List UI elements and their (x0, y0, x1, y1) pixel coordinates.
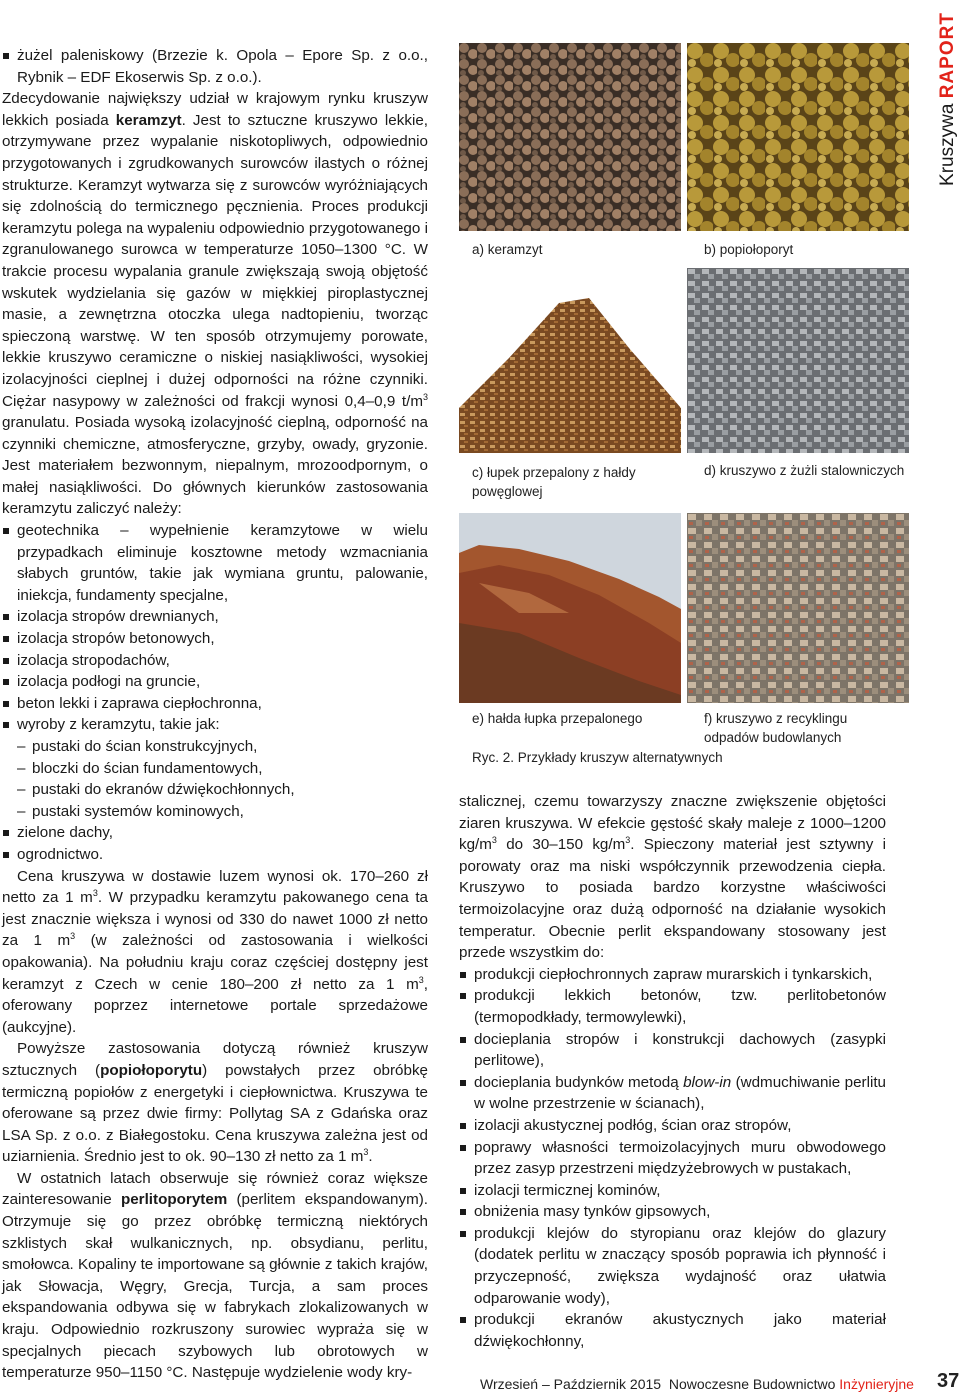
list-item: obniżenia masy tynków gipsowych, (459, 1201, 886, 1223)
figure-title: Ryc. 2. Przykłady kruszyw alternatywnych (472, 750, 723, 765)
list-item: ogrodnictwo. (2, 844, 428, 866)
photo-keramzyt (459, 43, 681, 231)
paragraph-popioloporyt: Powyższe zastosowania dotyczą również kruszyw sztucznych (popiołoporytu) powstałych przez obróbkę termiczną popiołów z energetyki i ciepłownictwa. Kruszywa te oferowane są przez dwie firmy: Pollytag SA z Gdańska oraz LSA Sp. z o.o. z Białegostoku. Cena kruszywa zależna jest od uziarnienia. Średnio jest to ok. 90–130 zł netto za 1 $m^3$. (2, 1040, 428, 1166)
sub-list-item: – pustaki do ekranów dźwiękochłonnych, (2, 779, 428, 801)
list-item: docieplania budynków metodą blow-in (wdmuchiwanie perlitu w wolne przestrzenie w ścianach), (459, 1072, 886, 1115)
caption-b: b) popiołoporyt (704, 242, 794, 257)
paragraph-keramzyt: Zdecydowanie największy udział w krajowym rynku kruszyw lekkich posiada keramzyt. Jest to sztuczne kruszywo lekkie, otrzymywane przez wypalanie niskotopliwych, odpowiednio przygotowanych i zgrudkowanych surowców ilastych o różnej strukturze. Keramzyt wytwarza się z surowców wyróżniających się zdolnością do termicznego pęcznienia. Proces produkcji keramzytu polega na wypaleniu odpowiednio przygotowanego i zgranulowanego surowca w temperaturze 1050–1300 °C. W trakcie procesu wypalania granule zwiększają swoją objętość wskutek wydzielania się gazów w miękkiej piroplastycznej masie, a zewnętrzna otoczka ulega nadtopieniu, tworząc spieczoną warstwę. W ten sposób otrzymujemy porowate, lekkie kruszywo ceramiczne o niskiej nasiąkliwości, wysokiej izolacyjności cieplnej i dużej odporności na różne czynniki. Ciężar nasypowy w zależności od frakcji wynosi 0,4–0,9 $t/m^3$ granulatu. Posiada wysoką izolacyjność cieplną, odporność na czynniki chemiczne, atmosferyczne, grzyby, owady, gryzonie. Jest materiałem bezwonnym, niepalnym, mrozoodpornym, o małej nasiąkliwości. Do głównych kierunków zastosowania keramzytu zaliczyć należy: (2, 90, 428, 518)
list-item: izolacji akustycznej podłóg, ścian oraz stropów, (459, 1115, 886, 1137)
keramzyt-uses-list (2, 520, 428, 866)
sub-list-item: – bloczki do ścian fundamentowych, (2, 758, 428, 780)
perlit-uses-list (459, 964, 886, 1353)
list-item: produkcji lekkich betonów, tzw. perlitobetonów (termopodkłady, termowylewki), (459, 985, 886, 1028)
photo-lupek-przepalony (459, 268, 681, 453)
photo-kruszywo-zuzel (687, 268, 909, 453)
section-label-category: Kruszywa (937, 103, 958, 186)
paragraph-perlitoporyt: W ostatnich latach obserwuje się również coraz większe zainteresowanie perlitoporytem (perlitem ekspandowanym). Otrzymuje się go przez obróbkę termiczną niektórych szklistych skał wulkanicznych, np. obsydianu, perlitu, smołowca. Kopaliny te importowane są głównie z takich krajów, jak Słowacja, Węgry, Grecja, Turcja, a sam proces ekspandowania odbywa się w fabrykach zlokalizowanych w kraju. Odpowiednio rozkruszony surowiec wypraża się w specjalnych piecach szybowych lub obrotowych w temperaturze 950–1150 °C. Następuje wydzielenie wody kry- (2, 1169, 428, 1382)
list-item: izolacja stropodachów, (2, 650, 428, 672)
list-item: zielone dachy, (2, 822, 428, 844)
caption-e: e) hałda łupka przepalonego (472, 711, 643, 726)
list-item: poprawy własności termoizolacyjnych muru obwodowego przez zasyp przestrzeni międzyżebrowych w pustakach, (459, 1137, 886, 1180)
section-label (938, 8, 958, 188)
section-label-report: RAPORT (937, 12, 958, 99)
list-item: produkcji ekranów akustycznych jako materiał dźwiękochłonny, (459, 1309, 886, 1352)
caption-a: a) keramzyt (472, 242, 543, 257)
list-item: izolacja stropów drewnianych, (2, 606, 428, 628)
list-item: izolacja podłogi na gruncie, (2, 671, 428, 693)
caption-f: f) kruszywo z recyklingu odpadów budowlanych (704, 711, 848, 745)
footer-magazine: Nowoczesne Budownictwo (668, 1376, 840, 1392)
list-item: produkcji ciepłochronnych zapraw murarskich i tynkarskich, (459, 964, 886, 986)
sub-list-item: – pustaki systemów kominowych, (2, 801, 428, 823)
list-item: docieplania stropów i konstrukcji dachowych (zasypki perlitowe), (459, 1029, 886, 1072)
paragraph-price: Cena kruszywa w dostawie luzem wynosi ok. 170–260 zł netto za 1 $m^3$. W przypadku keramzytu pakowanego cena ta jest znacznie większa i wynosi od 330 do nawet 1000 zł netto za 1 $m^3$ (w zależności od zastosowania i wielkości opakowania). Na południu kraju coraz częściej dostępny jest keramzyt z Czech w cenie 180–200 zł netto za 1 $m^3$, oferowany poprzez internetowe portale sprzedażowe (aukcyjne). (2, 867, 429, 1036)
page-number: 37 (937, 1370, 960, 1392)
list-item: wyroby z keramzytu, takie jak: (2, 714, 428, 736)
photo-recykling (687, 513, 909, 703)
list-item: żużel paleniskowy (Brzezie k. Opola – Epore Sp. z o.o., Rybnik – EDF Ekoserwis Sp. z o.o.). (2, 45, 428, 88)
list-item: izolacja stropów betonowych, (2, 628, 428, 650)
photo-halda (459, 513, 681, 703)
sub-list-item: – pustaki do ścian konstrukcyjnych, (2, 736, 428, 758)
list-item: geotechnika – wypełnienie keramzytowe w wielu przypadkach eliminuje kosztowne metody wzmacniania słabych gruntów, takie jak wymiana gruntu, palowanie, iniekcja, fundamenty specjalne, (2, 520, 428, 606)
paragraph-perlit: stalicznej, czemu towarzyszy znaczne zwiększenie objętości ziaren kruszywa. W efekcie gęstość skały maleje z 1000–1200 $kg/m^3$ do 30–150 $kg/m^3$. Spieczony materiał jest sztywny i porowaty oraz ma niski współczynnik przewodzenia ciepła. Kruszywo to posiada bardzo korzystne właściwości termoizolacyjne oraz dużą odporność na działanie wysokich temperatur. Obecnie perlit ekspandowany stosowany jest przede wszystkim do: (459, 793, 886, 962)
footer-magazine-accent: Inżynieryjne (839, 1376, 914, 1392)
list-item: produkcji klejów do styropianu oraz klejów do glazury (dodatek perlitu w znaczący sposób poprawia ich płynność i przyczepność, zwiększa wydajność oraz ułatwia odparowanie wody), (459, 1223, 886, 1309)
footer-issue: Wrzesień – Październik 2015 (480, 1376, 662, 1392)
left-column (2, 45, 428, 1384)
caption-c: c) łupek przepalony z hałdy powęglowej (472, 465, 636, 499)
caption-d: d) kruszywo z żużli stalowniczych (704, 463, 905, 478)
list-item: beton lekki i zaprawa ciepłochronna, (2, 693, 428, 715)
list-item: izolacji termicznej kominów, (459, 1180, 886, 1202)
right-column (459, 791, 886, 1352)
bullet-list-top (2, 45, 428, 88)
footer (480, 1376, 914, 1392)
photo-popioloporyt (687, 43, 909, 231)
